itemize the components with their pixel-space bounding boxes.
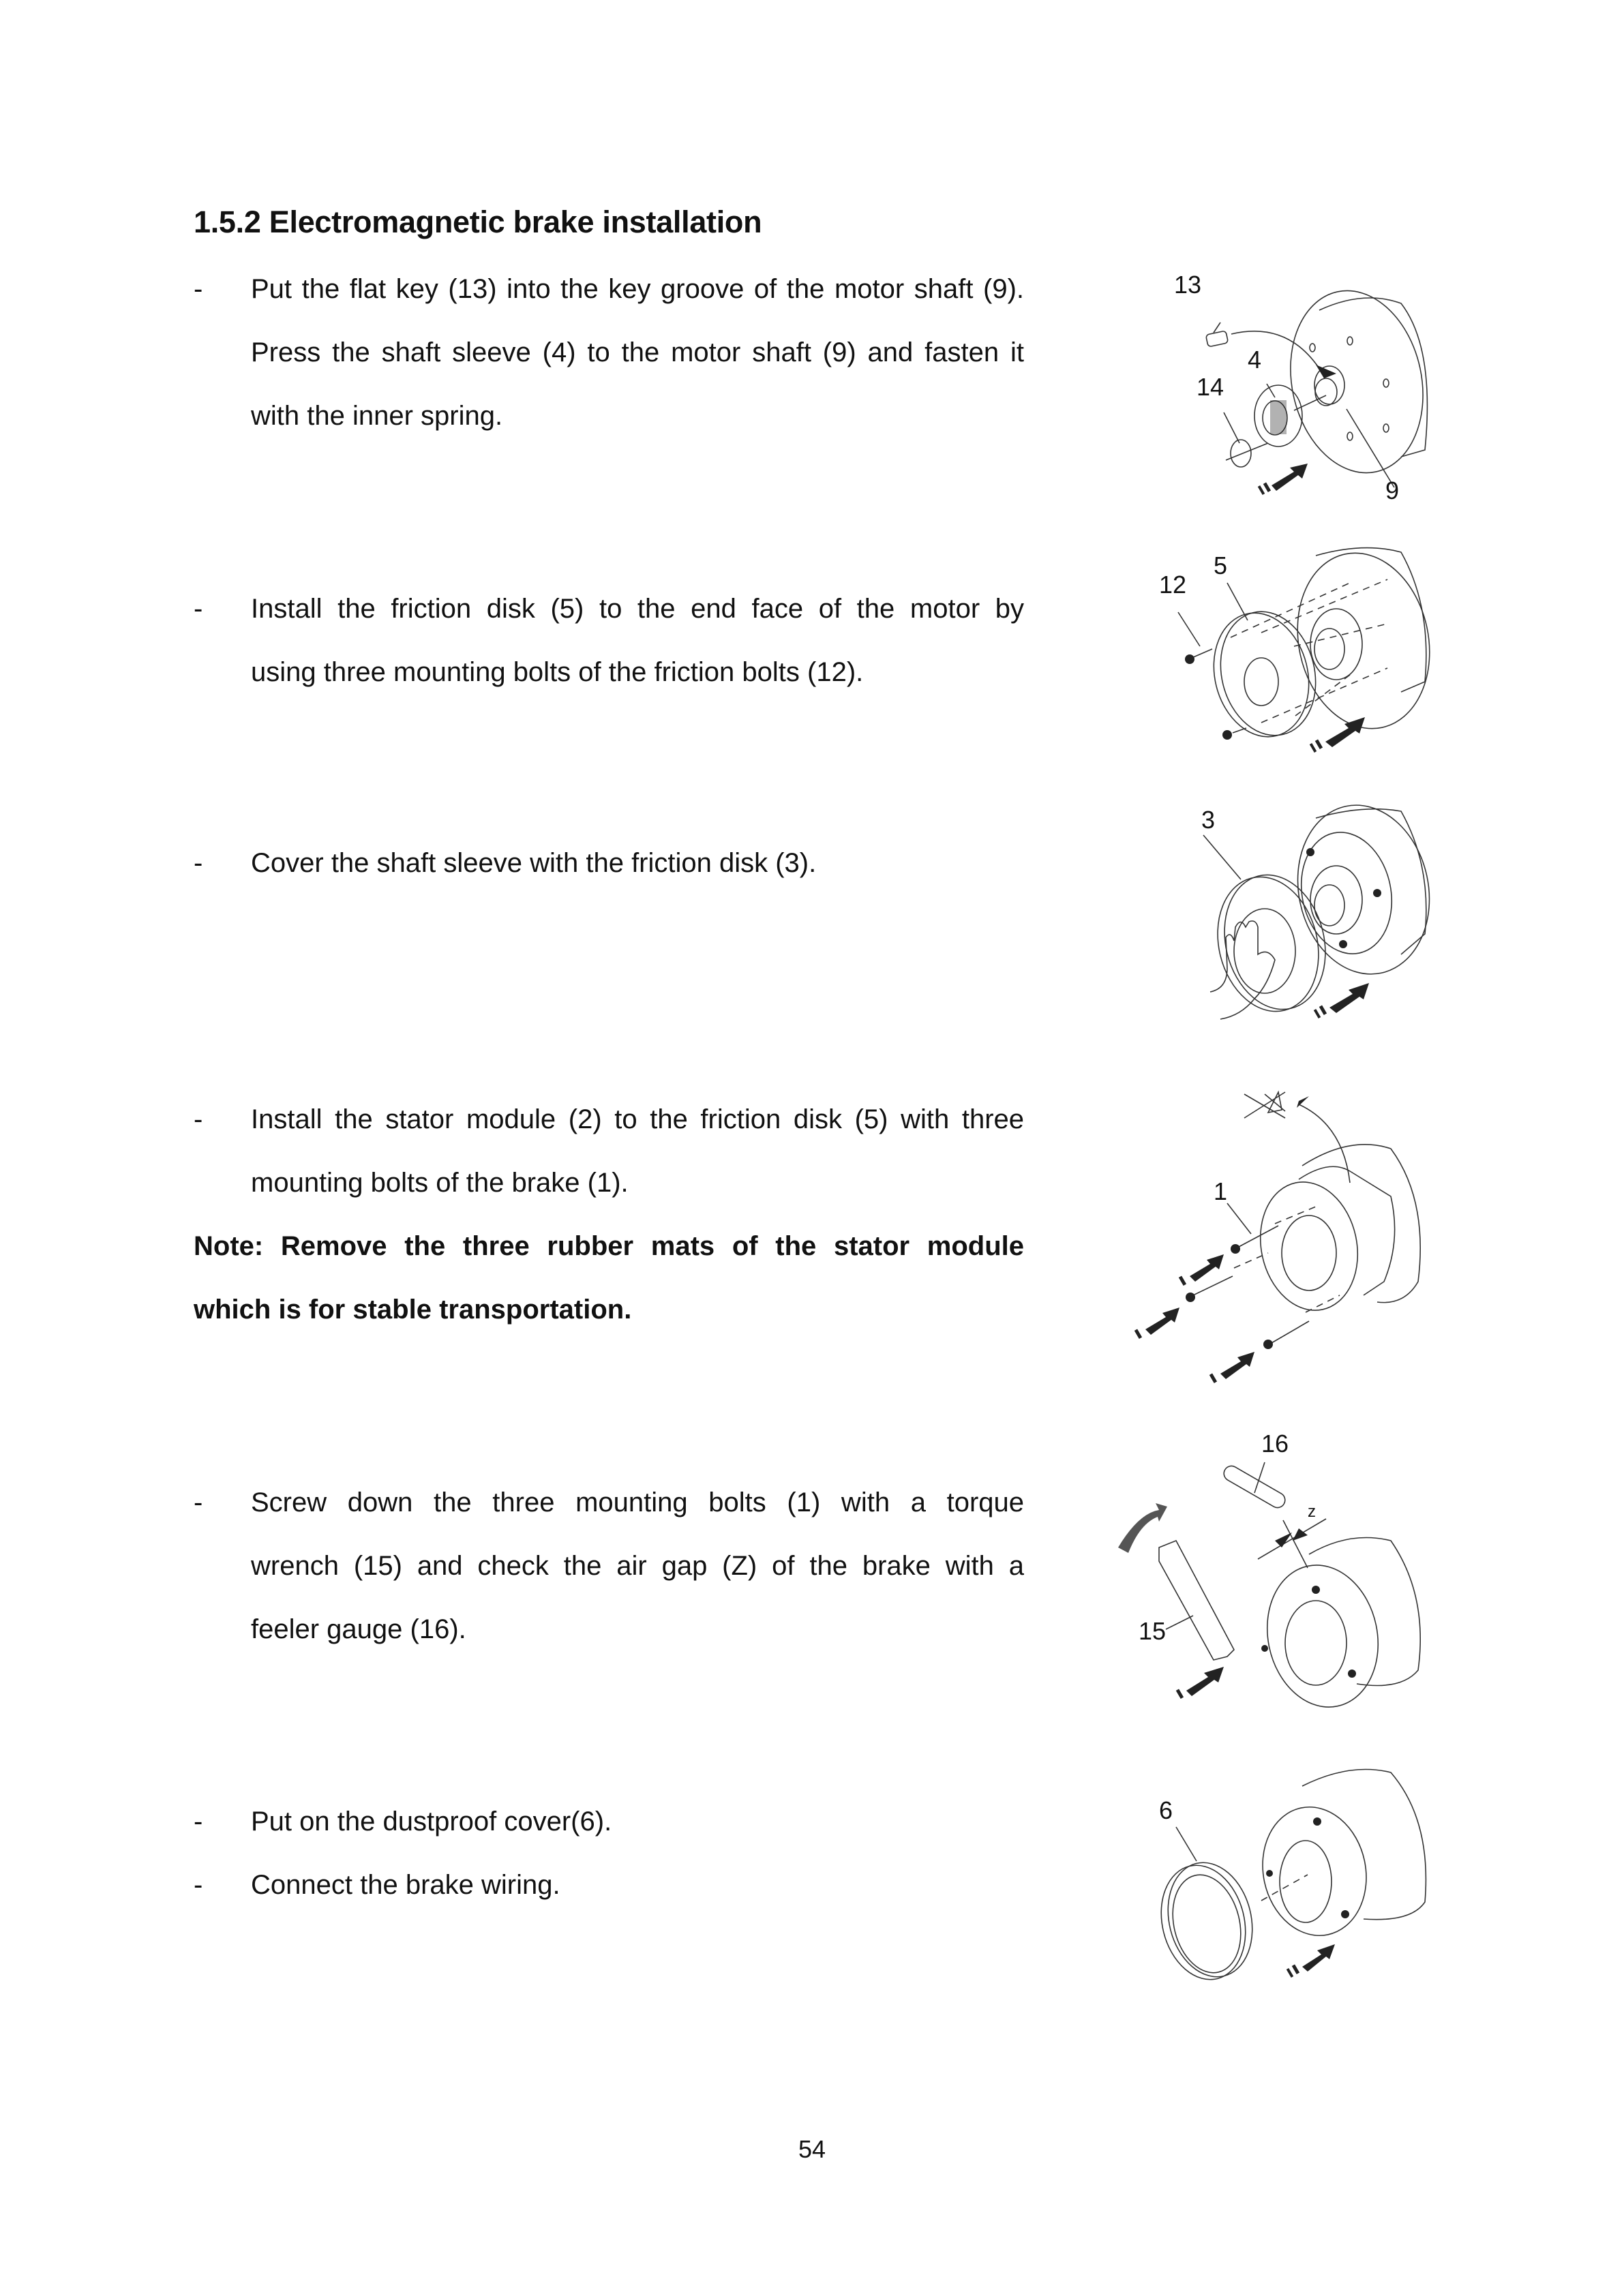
bullet-dash: - [194, 274, 203, 304]
callout-4: 4 [1248, 346, 1262, 374]
step-text-line: Connect the brake wiring. [251, 1870, 560, 1900]
step-text-line: feeler gauge (16). [251, 1614, 466, 1644]
figure-cover-shaft-sleeve [1132, 791, 1459, 1036]
page-number: 54 [798, 2135, 826, 2163]
note-text-line: Note: Remove the three rubber mats of the stator module [194, 1231, 1024, 1261]
section-heading: 1.5.2 Electromagnetic brake installation [194, 205, 762, 239]
step-text-line: using three mounting bolts of the friction bolts (12). [251, 657, 864, 687]
friction-disk-hand-illustration [1132, 791, 1459, 1036]
callout-1: 1 [1214, 1177, 1228, 1205]
callout-14: 14 [1197, 373, 1224, 401]
step-text-line: wrench (15) and check the air gap (Z) of the brake with a [251, 1551, 1024, 1581]
step-text-line: Press the shaft sleeve (4) to the motor shaft (9) and fasten it [251, 337, 1024, 367]
step-6 [194, 1790, 1024, 1854]
figure-friction-disk-bolts [1132, 539, 1459, 770]
note-text-line: which is for stable transportation. [194, 1295, 632, 1325]
callout-z: z [1308, 1502, 1316, 1521]
dustproof-cover-illustration [1132, 1745, 1459, 2004]
note-block [194, 1215, 1024, 1342]
callout-12: 12 [1159, 571, 1187, 599]
step-text-line: with the inner spring. [251, 401, 503, 431]
figure-dustproof-cover [1132, 1745, 1459, 2004]
step-text-line: Install the stator module (2) to the friction disk (5) with three [251, 1104, 1024, 1134]
bullet-dash: - [194, 1870, 203, 1900]
step-2 [194, 577, 1024, 704]
torque-wrench-illustration [1091, 1411, 1459, 1725]
figure-flat-key-shaft-sleeve [1132, 252, 1459, 511]
callout-16: 16 [1261, 1430, 1289, 1457]
step-text-line: Screw down the three mounting bolts (1) with a torque [251, 1487, 1024, 1517]
bullet-dash: - [194, 1104, 203, 1134]
step-text-line: Put the flat key (13) into the key groove of the motor shaft (9). [251, 274, 1024, 304]
figure-torque-wrench-feeler-gauge [1091, 1411, 1459, 1725]
bullet-dash: - [194, 848, 203, 878]
callout-15: 15 [1139, 1617, 1167, 1645]
step-text-line: Put on the dustproof cover(6). [251, 1807, 612, 1837]
callout-9: 9 [1385, 477, 1400, 504]
figure-stator-module-bolts [1104, 1063, 1459, 1391]
step-1 [194, 258, 1024, 448]
callout-13: 13 [1174, 271, 1202, 299]
step-7 [194, 1854, 1024, 1917]
step-text-line: Install the friction disk (5) to the end face of the motor by [251, 594, 1024, 624]
callout-6: 6 [1159, 1796, 1173, 1824]
step-4 [194, 1088, 1024, 1215]
step-text-line: mounting bolts of the brake (1). [251, 1168, 629, 1198]
callout-5: 5 [1214, 552, 1228, 579]
callout-3: 3 [1201, 806, 1216, 834]
bullet-dash: - [194, 1487, 203, 1517]
step-3 [194, 832, 1024, 895]
friction-disk-illustration [1132, 539, 1459, 770]
bullet-dash: - [194, 594, 203, 624]
step-5 [194, 1471, 1024, 1661]
bullet-dash: - [194, 1807, 203, 1837]
motor-shaft-illustration [1132, 252, 1459, 511]
step-text-line: Cover the shaft sleeve with the friction disk (3). [251, 848, 817, 878]
stator-module-illustration [1104, 1063, 1459, 1391]
